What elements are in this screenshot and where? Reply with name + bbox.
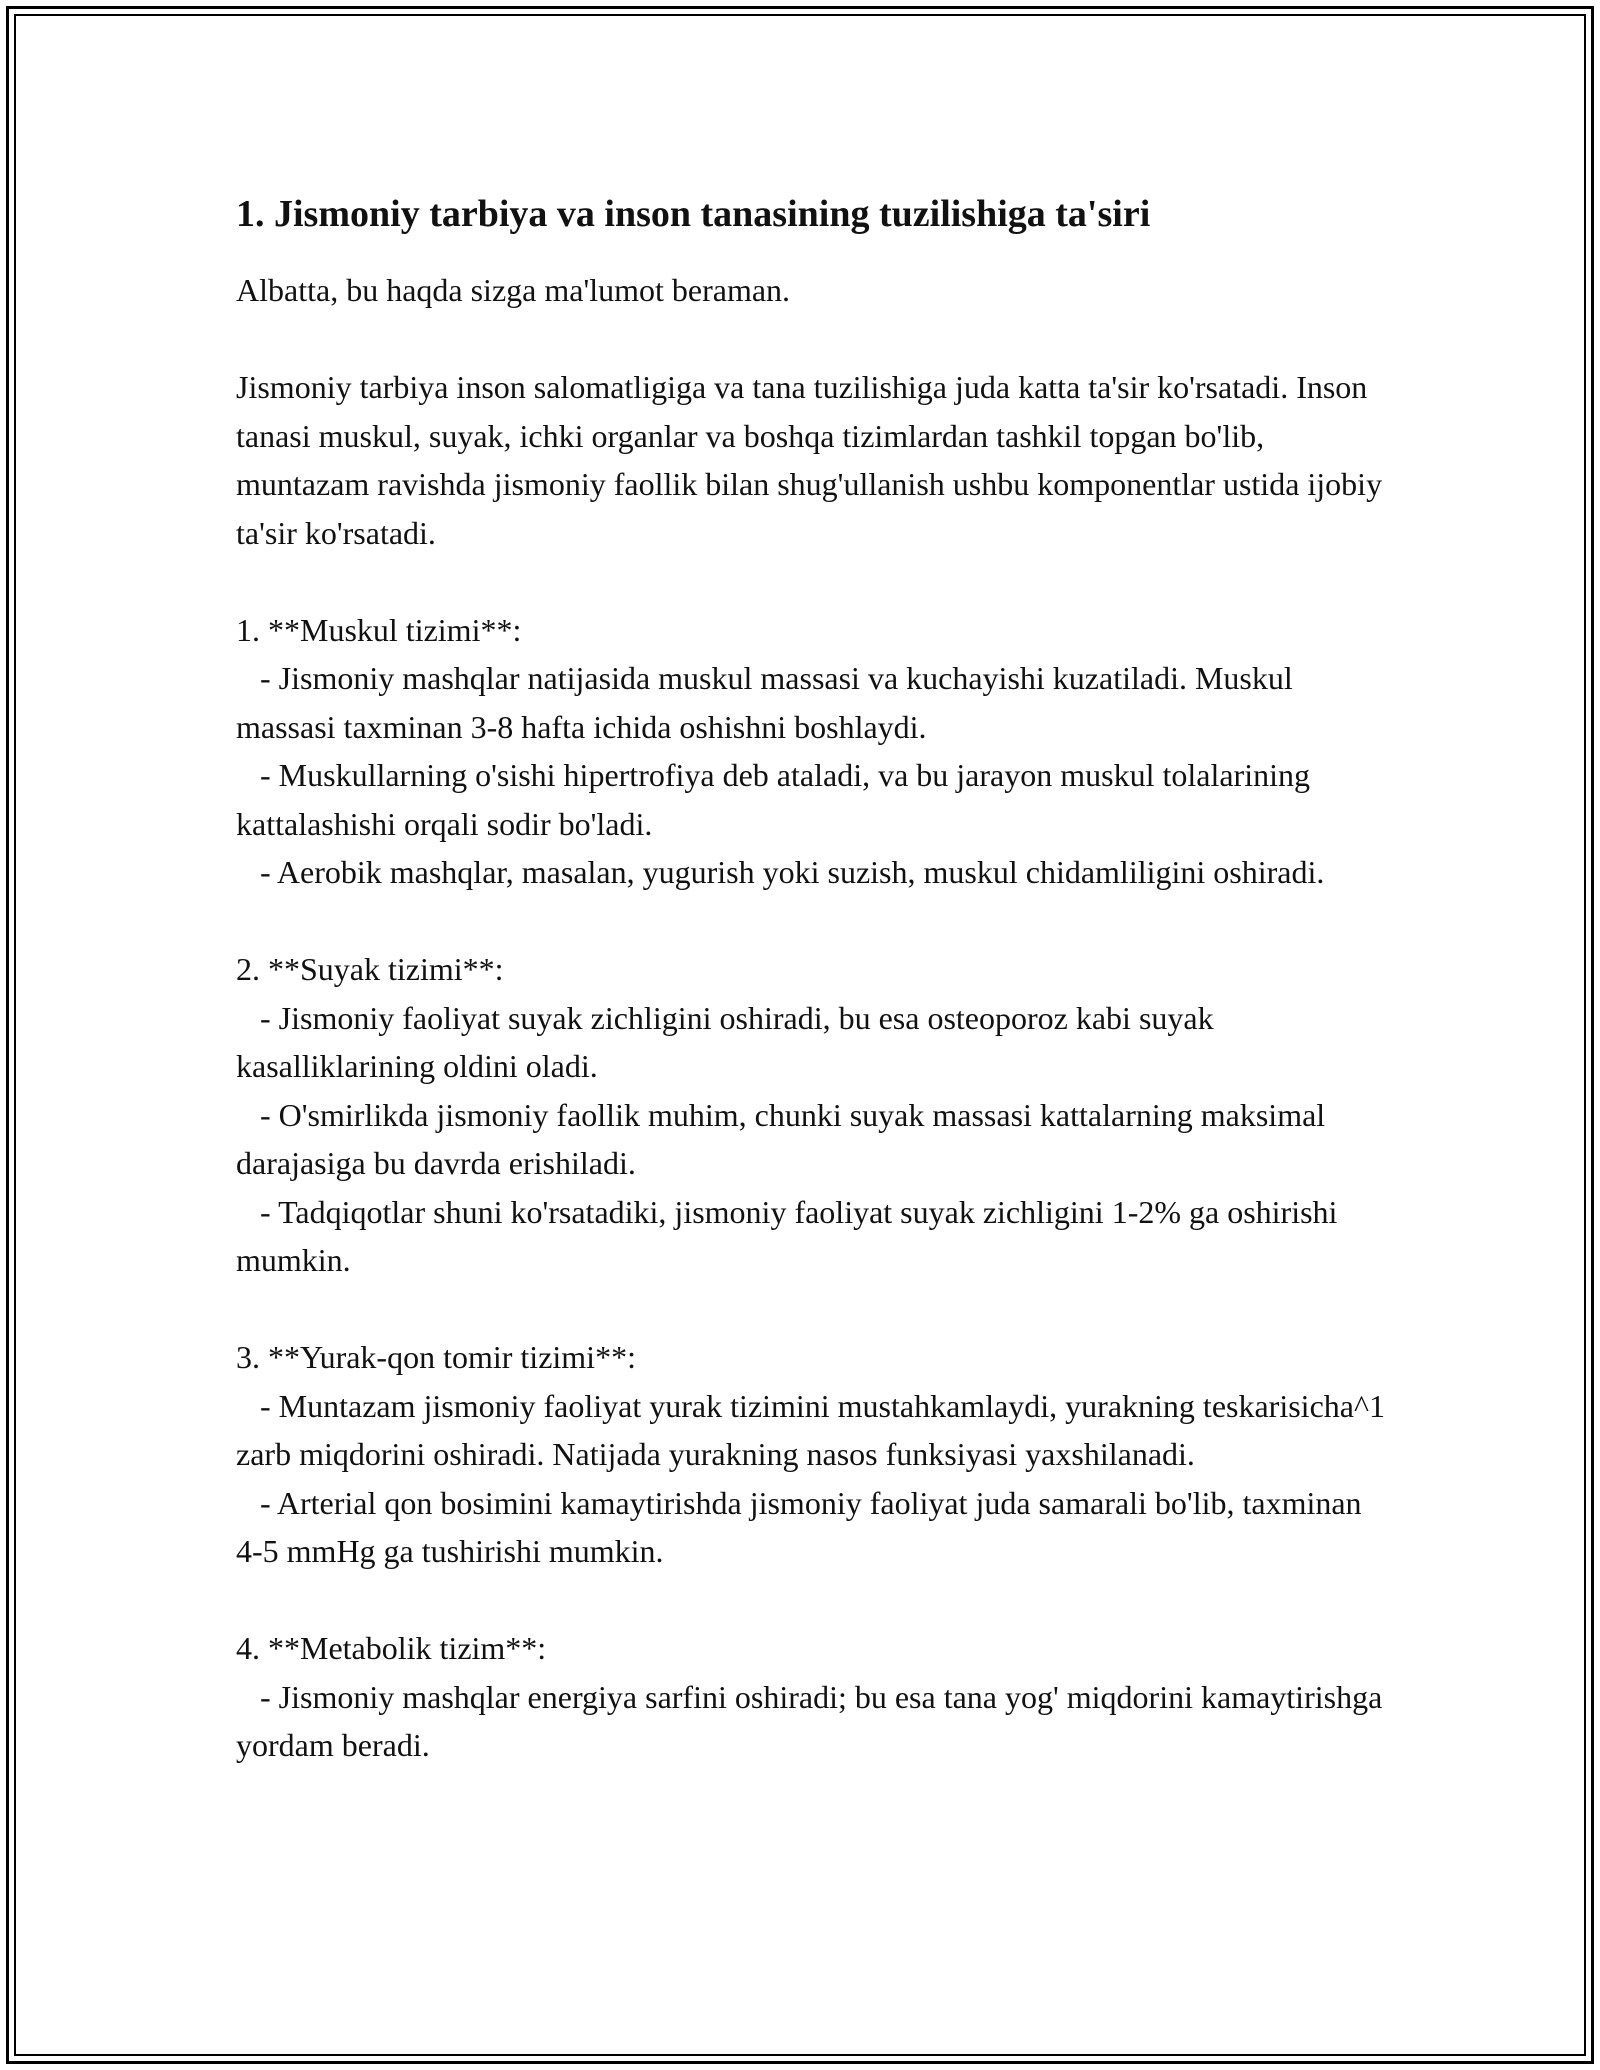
bullet-item: - O'smirlikda jismoniy faollik muhim, chunki suyak massasi kattalarning maksimal darajasiga bu davrda erishiladi.	[236, 1096, 1334, 1181]
bullet-item: - Muskullarning o'sishi hipertrofiya deb ataladi, va bu jarayon muskul tolalarining kattalashishi orqali sodir bo'ladi.	[236, 757, 1318, 842]
section-heading: 2. **Suyak tizimi**:	[236, 951, 504, 987]
bullet-item: - Tadqiqotlar shuni ko'rsatadiki, jismoniy faoliyat suyak zichligini 1-2% ga oshirishi mumkin.	[236, 1193, 1346, 1278]
spacer	[236, 557, 1386, 606]
spacer	[236, 1285, 1386, 1334]
section-metabolic	[236, 1624, 1391, 1770]
bullet-item: - Jismoniy mashqlar natijasida muskul massasi va kuchayishi kuzatiladi. Muskul massasi taxminan 3-8 hafta ichida oshishni boshlaydi.	[236, 660, 1301, 745]
spacer	[236, 1576, 1386, 1625]
section-heading: 3. **Yurak-qon tomir tizimi**:	[236, 1339, 636, 1375]
main-paragraph: Jismoniy tarbiya inson salomatligiga va tana tuzilishiga juda katta ta'sir ko'rsatadi. Inson tanasi muskul, suyak, ichki organlar va boshqa tizimlardan tashkil topgan bo'lib, muntazam ravishda jismoniy faollik bilan shug'ullanish ushbu komponentlar ustida ijobiy ta'sir ko'rsatadi.	[236, 369, 1383, 551]
intro-text: Albatta, bu haqda sizga ma'lumot beraman.	[236, 272, 791, 308]
bullet-item: - Jismoniy faoliyat suyak zichligini oshiradi, bu esa osteoporoz kabi suyak kasalliklarining oldini oladi.	[236, 999, 1222, 1084]
bullet-item: - Arterial qon bosimini kamaytirishda jismoniy faoliyat juda samarali bo'lib, taxminan 4-5 mmHg ga tushirishi mumkin.	[236, 1484, 1370, 1569]
spacer	[236, 897, 1386, 946]
document-body	[236, 188, 1393, 1770]
bullet-item: - Aerobik mashqlar, masalan, yugurish yoki suzish, muskul chidamliligini oshiradi.	[236, 854, 1325, 890]
section-bone	[236, 945, 1386, 1285]
bullet-item: - Jismoniy mashqlar energiya sarfini oshiradi; bu esa tana yog' miqdorini kamaytirishga yordam beradi.	[236, 1678, 1391, 1763]
section-muscle	[236, 606, 1386, 897]
section-heading: 4. **Metabolik tizim**:	[236, 1630, 547, 1666]
bullet-item: - Muntazam jismoniy faoliyat yurak tizimini mustahkamlaydi, yurakning teskarisicha^1 zarb miqdorini oshiradi. Natijada yurakning nasos funksiyasi yaxshilanadi.	[236, 1387, 1393, 1472]
document-title: 1. Jismoniy tarbiya va inson tanasining tuzilishiga ta'siri	[236, 193, 1151, 235]
section-cardiovascular	[236, 1333, 1393, 1576]
section-heading: 1. **Muskul tizimi**:	[236, 611, 522, 648]
spacer	[236, 315, 1386, 364]
